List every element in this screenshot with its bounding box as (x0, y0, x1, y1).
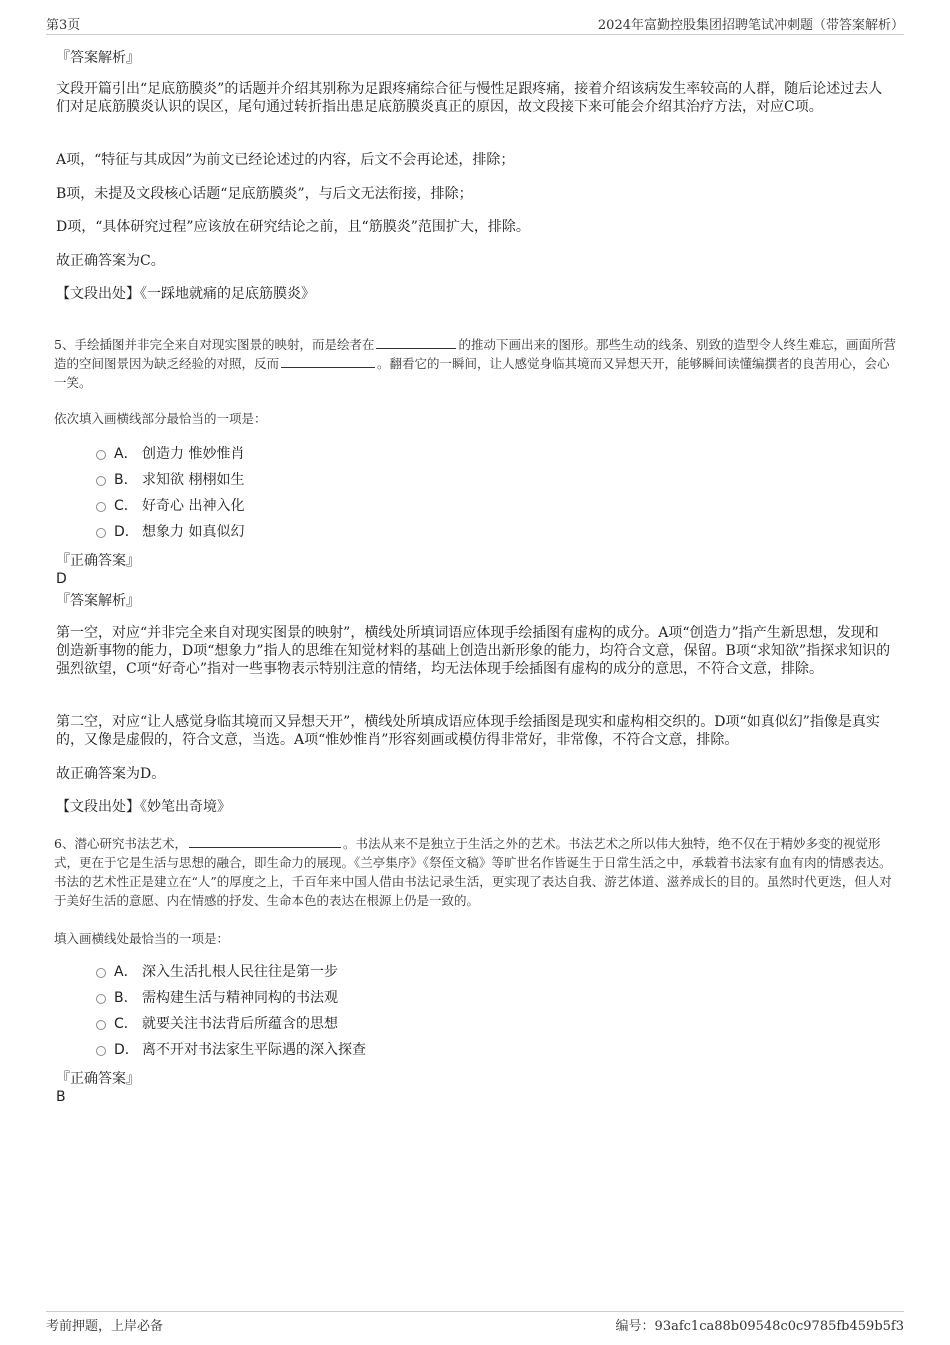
q5-option-b[interactable]: B． 求知欲 栩栩如生 (96, 471, 244, 491)
q5-source (56, 798, 892, 816)
q5-option-d[interactable]: D． 想象力 如真似幻 (96, 523, 244, 543)
q5-option-c[interactable]: C． 好奇心 出神入化 (96, 497, 244, 517)
source-title: 《妙笔出奇境》 (140, 799, 231, 815)
q5-analysis-p1: 第一空，对应“并非完全来自对现实图景的映射”，横线处所填词语应体现手绘插图有虚构的成分。A项“创造力”指产生新思想，发现和创造新事物的能力，D项“想象力”指人的思维在知觉材料的基础上创造出新形象的能力，均符合文意，保留。B项“求知欲”指探求知识的强烈欲望，C项“好奇心”指对一些事物表示特别注意的情绪，均无法体现手绘插图有虚构的成分的意思，不符合文意，排除。 (56, 625, 891, 677)
radio-button[interactable] (96, 994, 106, 1004)
footer-slogan: 考前押题，上岸必备 (46, 1319, 164, 1334)
q5-analysis-p2: 第二空，对应“让人感觉身临其境而又异想天开”，横线处所填成语应体现手绘插图是现实和虚构相交织的。D项“如真似幻”指像是真实的，又像是虚假的，符合文意，当选。A项“惟妙惟肖”形容刻画或模仿得非常好，非常像，不符合文意，排除。 (56, 714, 880, 748)
q4-point-d: D项，“具体研究过程”应该放在研究结论之前，且“筋膜炎”范围扩大，排除。 (56, 219, 530, 235)
q4-conclusion: 故正确答案为C。 (56, 253, 165, 269)
radio-button[interactable] (96, 1020, 106, 1030)
q4-source (56, 285, 892, 303)
radio-button[interactable] (96, 502, 106, 512)
q5-prompt: 依次填入画横线部分最恰当的一项是： (54, 411, 267, 426)
q6-correct-label: 『正确答案』 (56, 1071, 140, 1087)
radio-button[interactable] (96, 1046, 106, 1056)
q6-option-b[interactable]: B． 需构建生活与精神同构的书法观 (96, 989, 338, 1009)
q4-analysis-label: 『答案解析』 (56, 50, 140, 66)
q5-option-a[interactable]: A． 创造力 惟妙惟肖 (96, 445, 244, 465)
page-header (46, 14, 904, 35)
fill-blank (376, 335, 456, 349)
page-footer (46, 1311, 904, 1334)
fill-blank (281, 354, 375, 368)
document-title: 2024年富勤控股集团招聘笔试冲刺题（带答案解析） (597, 18, 904, 33)
footer-serial: 编号：93afc1ca88b09548c0c9785fb459b5f3 (615, 1319, 904, 1334)
q5-correct-label: 『正确答案』 (56, 553, 140, 569)
radio-button[interactable] (96, 476, 106, 486)
q5-correct-answer: D (56, 571, 67, 587)
radio-button[interactable] (96, 968, 106, 978)
radio-button[interactable] (96, 450, 106, 460)
page-number: 第3页 (46, 18, 81, 33)
q6-option-c[interactable]: C． 就要关注书法背后所蕴含的思想 (96, 1015, 338, 1035)
q6-option-a[interactable]: A． 深入生活扎根人民往往是第一步 (96, 963, 338, 983)
q5-stem: 5、手绘插图并非完全来自对现实图景的映射，而是绘者在 的推动下画出来的图形。那些生动的线条、别致的造型令人终生难忘，画面所营造的空间图景因为缺乏经验的对照，反而 。翻看它的一瞬间，让人感觉身临其境而又异想天开，能够瞬间读懂编撰者的良苦用心，会心一笑。 (54, 337, 896, 390)
q4-analysis-text: 文段开篇引出“足底筋膜炎”的话题并介绍其别称为足跟疼痛综合征与慢性足跟疼痛，接着介绍该病发生率较高的人群，随后论述过去人们对足底筋膜炎认识的误区，尾句通过转折指出患足底筋膜炎真正的原因，故文段接下来可能会介绍其治疗方法，对应C项。 (56, 81, 883, 115)
source-label: 【文段出处】 (56, 286, 140, 302)
q6-prompt: 填入画横线处最恰当的一项是： (54, 931, 230, 946)
fill-blank (189, 834, 341, 848)
q4-point-a: A项，“特征与其成因”为前文已经论述过的内容，后文不会再论述，排除； (56, 152, 515, 168)
source-label: 【文段出处】 (56, 799, 140, 815)
q6-stem: 6、潜心研究书法艺术， 。书法从来不是独立于生活之外的艺术。书法艺术之所以伟大独特，绝不仅在于精妙多变的视觉形式，更在于它是生活与思想的融合，即生命力的展现。《兰亭集序》《祭侄文稿》等旷世名作皆诞生于日常生活之中，承载着书法家有血有肉的情感表达。书法的艺术性正是建立在“人”的厚度之上，千百年来中国人借由书法记录生活，更实现了表达自我、游艺体道、滋养成长的目的。虽然时代更迭，但人对于美好生活的意愿、内在情感的抒发、生命本色的表达在根源上仍是一致的。 (54, 836, 892, 908)
q5-analysis-label: 『答案解析』 (56, 593, 140, 609)
q6-correct-answer: B (56, 1089, 66, 1105)
source-title: 《一踩地就痛的足底筋膜炎》 (140, 286, 315, 302)
q4-point-b: B项，未提及文段核心话题“足底筋膜炎”，与后文无法衔接，排除； (56, 186, 473, 202)
radio-button[interactable] (96, 528, 106, 538)
q5-conclusion: 故正确答案为D。 (56, 766, 166, 782)
q6-option-d[interactable]: D． 离不开对书法家生平际遇的深入探查 (96, 1041, 366, 1061)
